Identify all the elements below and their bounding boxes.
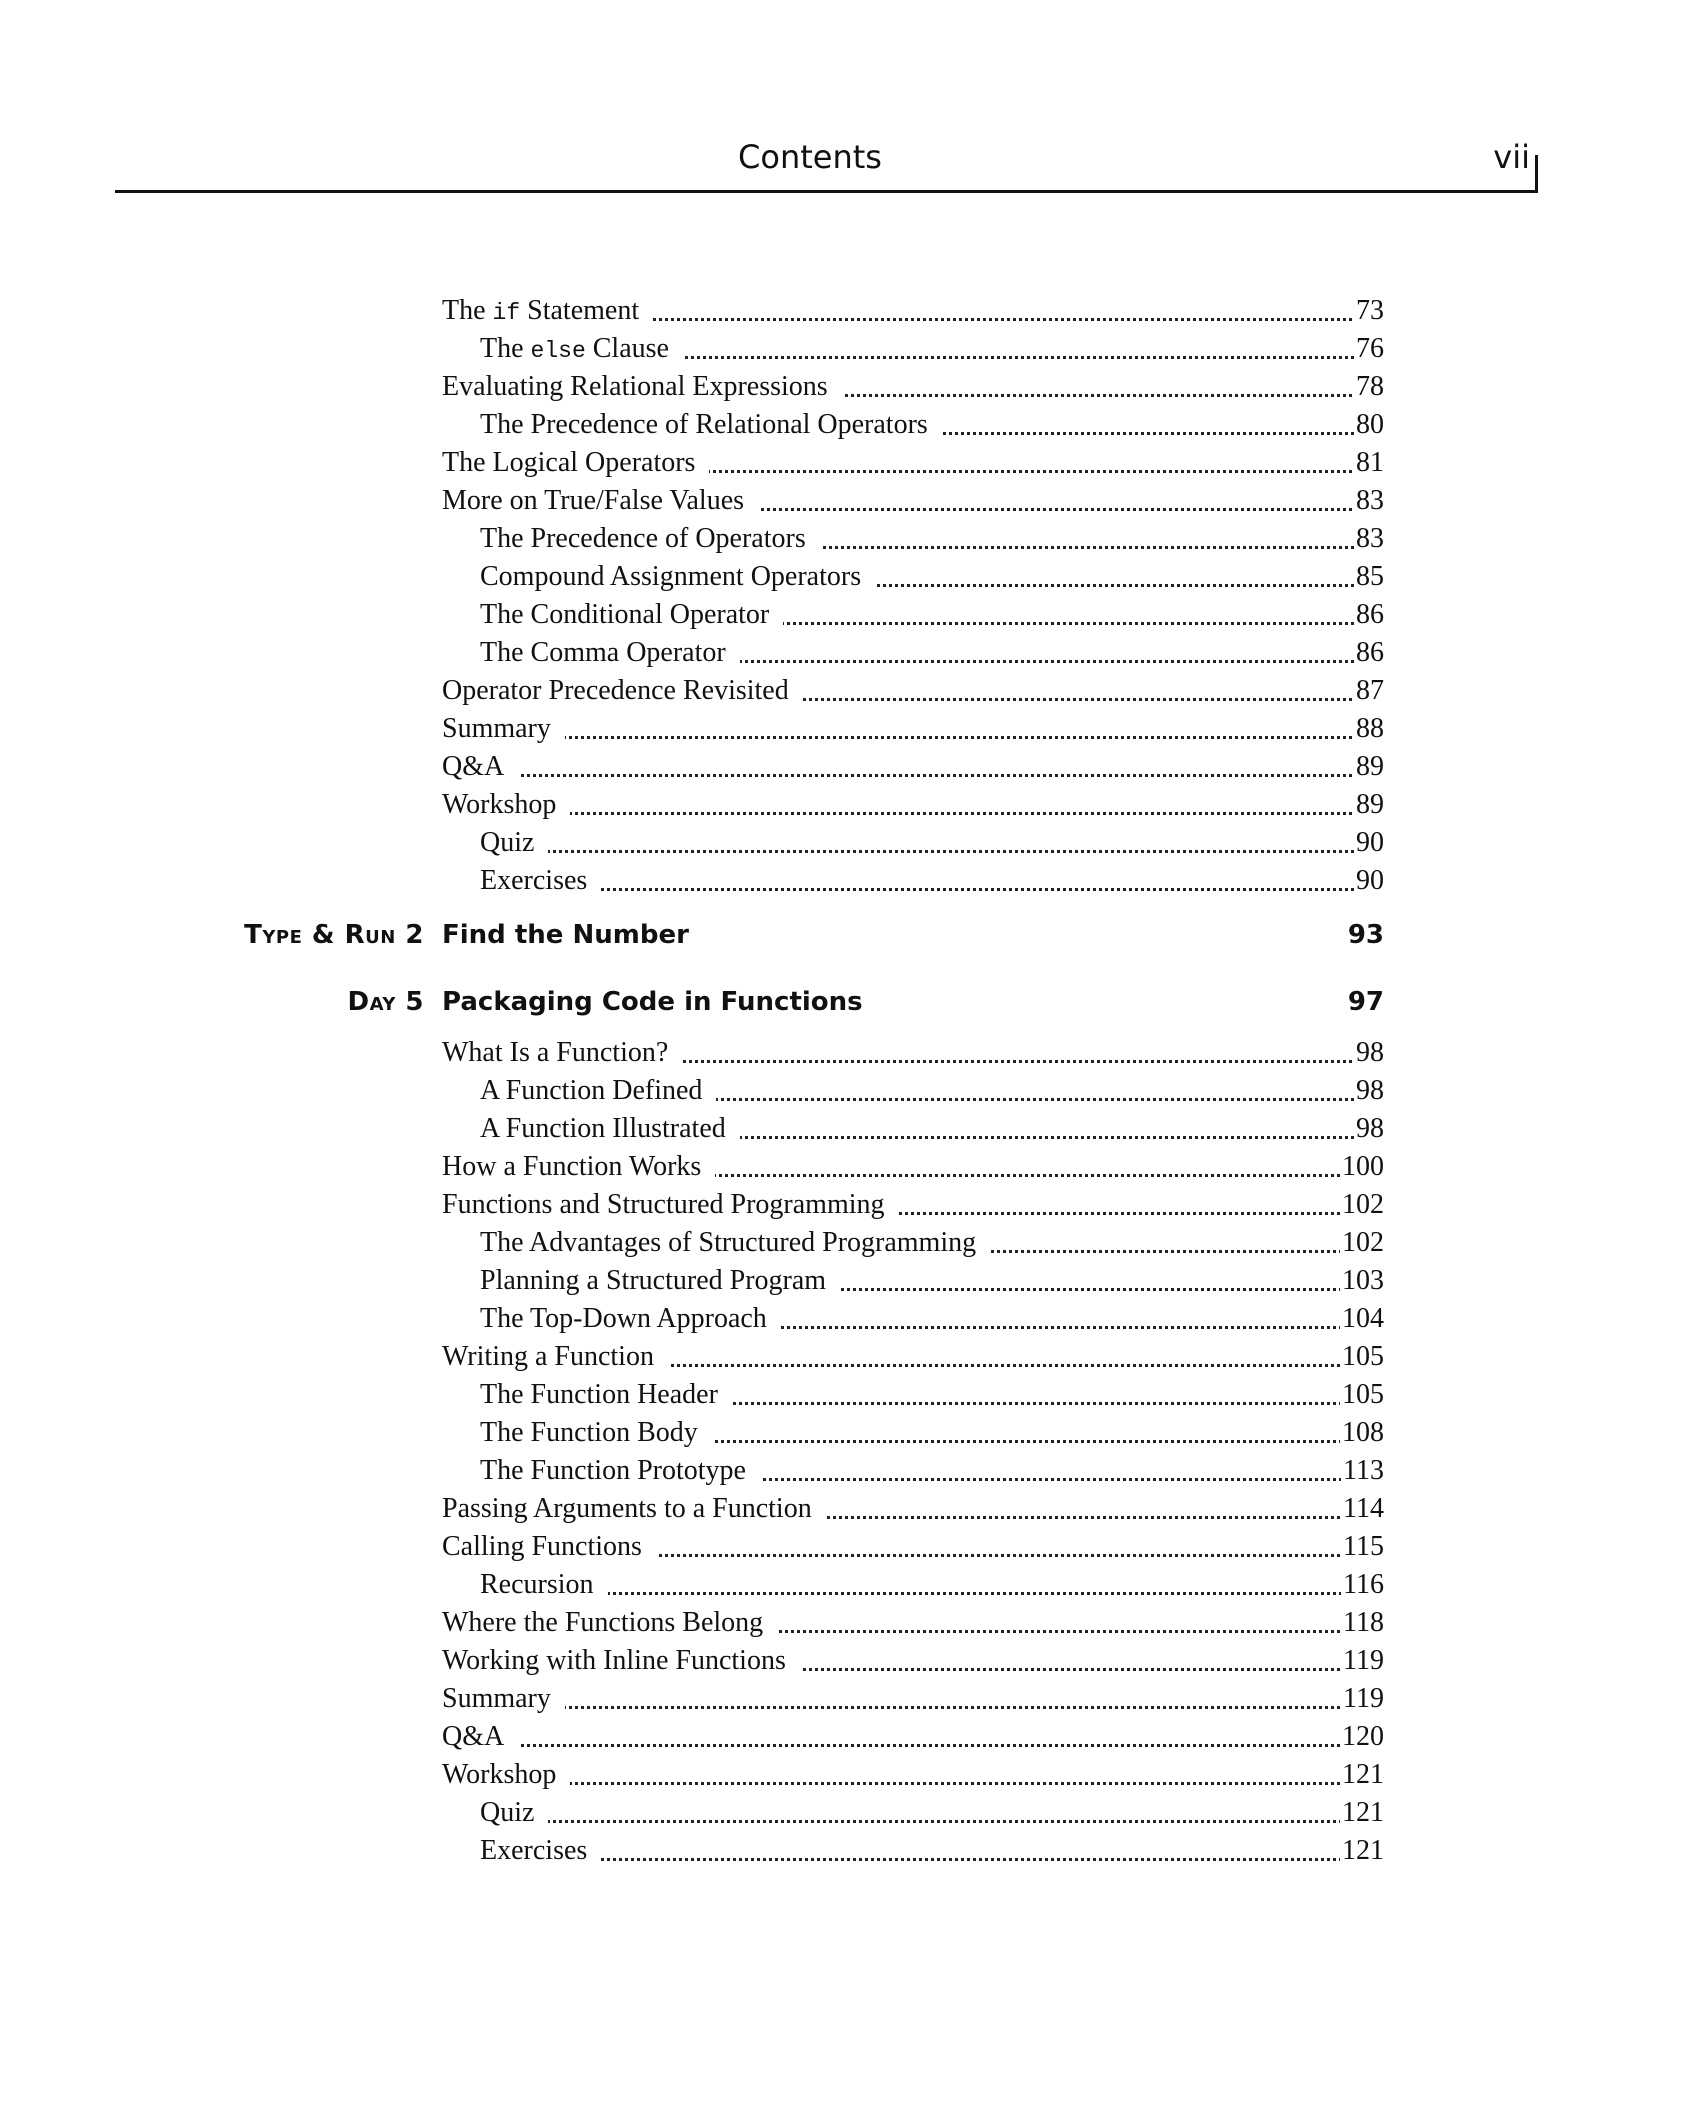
toc-entry-page: 76 [1354, 330, 1384, 368]
toc-entry-page: 105 [1340, 1376, 1384, 1414]
toc-entry-title: More on True/False Values [442, 482, 758, 520]
toc-entry-page: 87 [1354, 672, 1384, 710]
toc-entry-title: Evaluating Relational Expressions [442, 368, 842, 406]
toc-entry-title: Writing a Function [442, 1338, 668, 1376]
toc-entry[interactable] [480, 1832, 1384, 1870]
toc-entry-title: Exercises [480, 1832, 601, 1870]
toc-entry-page: 121 [1340, 1794, 1384, 1832]
toc-entry-title: The Logical Operators [442, 444, 709, 482]
leader-dots [480, 1858, 1384, 1861]
header-rule-tick [1535, 155, 1538, 193]
toc-entry-title: Quiz [480, 1794, 548, 1832]
toc-entry[interactable] [442, 1718, 1384, 1756]
toc-entry-page: 88 [1354, 710, 1384, 748]
toc-entry-page: 102 [1340, 1186, 1384, 1224]
leader-dots [442, 736, 1384, 739]
leader-dots [480, 1592, 1384, 1595]
toc-entry[interactable] [442, 1604, 1384, 1642]
running-head [0, 0, 1701, 200]
toc-entry[interactable] [442, 1338, 1384, 1376]
page-number: vii [1493, 138, 1530, 176]
toc-entry-page: 121 [1340, 1756, 1384, 1794]
toc-entry[interactable] [442, 1034, 1384, 1072]
toc-entry[interactable] [442, 710, 1384, 748]
toc-entry[interactable] [442, 292, 1384, 330]
toc-entry-title: Compound Assignment Operators [480, 558, 875, 596]
toc-entry[interactable] [442, 444, 1384, 482]
toc-entry-page: 89 [1354, 786, 1384, 824]
leader-dots [442, 1706, 1384, 1709]
header-rule [115, 190, 1538, 193]
toc-entry-page: 90 [1354, 824, 1384, 862]
chapter-heading-type-run-2[interactable] [0, 920, 1701, 960]
toc-entry[interactable] [480, 1376, 1384, 1414]
toc-entry[interactable] [480, 1452, 1384, 1490]
toc-entry[interactable] [480, 520, 1384, 558]
toc-entry[interactable] [480, 596, 1384, 634]
toc-entry[interactable] [480, 1566, 1384, 1604]
code-keyword: else [530, 338, 586, 364]
toc-entry-title: Quiz [480, 824, 548, 862]
toc-entry-page: 85 [1354, 558, 1384, 596]
toc-entry-page: 119 [1341, 1680, 1384, 1718]
toc-entry-page: 98 [1354, 1034, 1384, 1072]
chapter-heading-day-5[interactable] [0, 987, 1701, 1027]
toc-entry-title: Working with Inline Functions [442, 1642, 800, 1680]
leader-dots [480, 850, 1384, 853]
toc-entry[interactable] [442, 1642, 1384, 1680]
leader-dots [480, 1820, 1384, 1823]
toc-entry-page: 90 [1354, 862, 1384, 900]
toc-entry-title: The Top-Down Approach [480, 1300, 781, 1338]
toc-entry[interactable] [480, 824, 1384, 862]
toc-entry-page: 89 [1354, 748, 1384, 786]
toc-entry-title: How a Function Works [442, 1148, 715, 1186]
toc-entry-title: The Function Body [480, 1414, 712, 1452]
toc-entry-page: 78 [1354, 368, 1384, 406]
toc-entry[interactable] [480, 1794, 1384, 1832]
toc-entry[interactable] [480, 1072, 1384, 1110]
toc-entry[interactable] [480, 1262, 1384, 1300]
toc-entry-title: The if Statement [442, 292, 653, 332]
toc-entry-title: The else Clause [480, 330, 683, 370]
chapter-page: 97 [1347, 987, 1384, 1017]
toc-entry-page: 114 [1341, 1490, 1384, 1528]
toc-entry-page: 108 [1340, 1414, 1384, 1452]
toc-entry-page: 81 [1354, 444, 1384, 482]
toc-entry-page: 100 [1340, 1148, 1384, 1186]
toc-entry[interactable] [480, 634, 1384, 672]
toc-entry[interactable] [480, 1110, 1384, 1148]
toc-entry-page: 86 [1354, 634, 1384, 672]
toc-entry[interactable] [480, 862, 1384, 900]
toc-entry-page: 119 [1341, 1642, 1384, 1680]
toc-entry[interactable] [442, 1528, 1384, 1566]
toc-entry[interactable] [480, 406, 1384, 444]
toc-entry-page: 98 [1354, 1110, 1384, 1148]
toc-entry[interactable] [442, 1756, 1384, 1794]
toc-entry-title: What Is a Function? [442, 1034, 682, 1072]
toc-entry-title: The Function Header [480, 1376, 732, 1414]
leader-dots [480, 888, 1384, 891]
code-keyword: if [492, 300, 521, 326]
toc-entry-page: 113 [1341, 1452, 1384, 1490]
toc-entry-title: The Function Prototype [480, 1452, 760, 1490]
toc-entry[interactable] [442, 748, 1384, 786]
toc-entry[interactable] [442, 672, 1384, 710]
toc-entry-page: 86 [1354, 596, 1384, 634]
toc-entry-page: 118 [1341, 1604, 1384, 1642]
toc-entry-title: The Comma Operator [480, 634, 740, 672]
toc-entry-page: 73 [1354, 292, 1384, 330]
chapter-title: Find the Number [442, 920, 689, 950]
toc-entry-title: The Precedence of Relational Operators [480, 406, 942, 444]
toc-entry-title: Calling Functions [442, 1528, 656, 1566]
toc-entry-title: Exercises [480, 862, 601, 900]
toc-entry-page: 115 [1341, 1528, 1384, 1566]
toc-entry-title: Summary [442, 1680, 565, 1718]
toc-entry[interactable] [442, 368, 1384, 406]
toc-entry[interactable] [442, 1490, 1384, 1528]
toc-entry[interactable] [442, 786, 1384, 824]
toc-entry-title: Planning a Structured Program [480, 1262, 840, 1300]
chapter-label: Day 5 [347, 987, 424, 1017]
toc-entry[interactable] [442, 482, 1384, 520]
toc-entry[interactable] [480, 1414, 1384, 1452]
toc-entry-page: 121 [1340, 1832, 1384, 1870]
toc-entry-page: 105 [1340, 1338, 1384, 1376]
toc-entry[interactable] [480, 1224, 1384, 1262]
toc-entry-title: Workshop [442, 786, 570, 824]
toc-entry-title: Functions and Structured Programming [442, 1186, 899, 1224]
toc-entry-title: Passing Arguments to a Function [442, 1490, 826, 1528]
toc-entry-page: 120 [1340, 1718, 1384, 1756]
toc-entry[interactable] [442, 1148, 1384, 1186]
toc-entry[interactable] [442, 1680, 1384, 1718]
leader-dots [442, 812, 1384, 815]
toc-entry-title: Summary [442, 710, 565, 748]
toc-entry-page: 98 [1354, 1072, 1384, 1110]
toc-entry-page: 102 [1340, 1224, 1384, 1262]
toc-entry-title: A Function Defined [480, 1072, 716, 1110]
toc-entry-title: Workshop [442, 1756, 570, 1794]
toc-entry-title: The Precedence of Operators [480, 520, 820, 558]
chapter-page: 93 [1347, 920, 1384, 950]
toc-entry-page: 83 [1354, 520, 1384, 558]
toc-entry-title: The Conditional Operator [480, 596, 783, 634]
toc-entry-title: Q&A [442, 748, 518, 786]
leader-dots [442, 1744, 1384, 1747]
toc-entry-title: Q&A [442, 1718, 518, 1756]
toc-entry[interactable] [442, 1186, 1384, 1224]
chapter-label: Type & Run 2 [244, 920, 424, 950]
chapter-title: Packaging Code in Functions [442, 987, 863, 1017]
toc-entry-title: Operator Precedence Revisited [442, 672, 803, 710]
toc-entry-title: Recursion [480, 1566, 608, 1604]
toc-entry[interactable] [480, 558, 1384, 596]
toc-entry[interactable] [480, 330, 1384, 368]
toc-entry-title: Where the Functions Belong [442, 1604, 777, 1642]
leader-dots [442, 1782, 1384, 1785]
running-title: Contents [738, 138, 882, 176]
toc-entry[interactable] [480, 1300, 1384, 1338]
toc-entry-page: 103 [1340, 1262, 1384, 1300]
leader-dots [442, 774, 1384, 777]
toc-entry-page: 80 [1354, 406, 1384, 444]
toc-entry-title: The Advantages of Structured Programming [480, 1224, 990, 1262]
toc-entry-title: A Function Illustrated [480, 1110, 740, 1148]
toc-entry-page: 104 [1340, 1300, 1384, 1338]
toc-entry-page: 83 [1354, 482, 1384, 520]
toc-entry-page: 116 [1341, 1566, 1384, 1604]
